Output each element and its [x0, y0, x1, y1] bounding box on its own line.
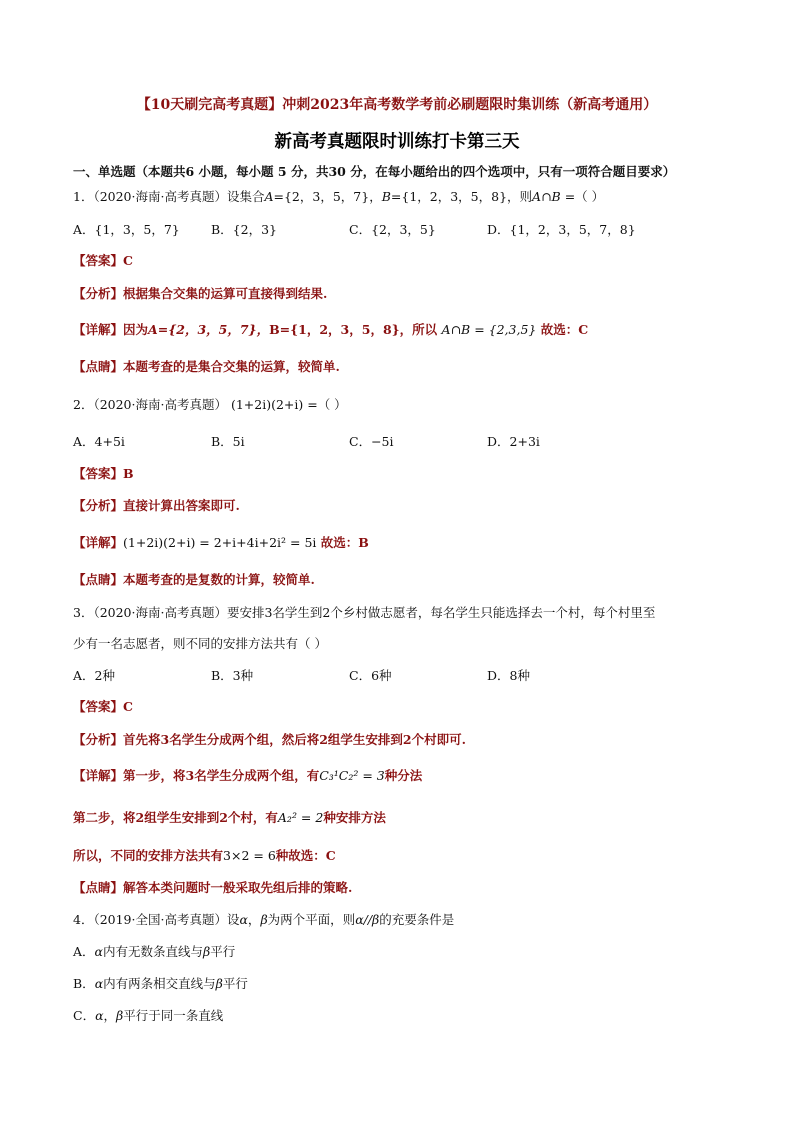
q3-stem-line1: 3．（2020·海南·高考真题）要安排3名学生到2个乡村做志愿者，每名学生只能选择去一个村，每个村里至 [73, 605, 656, 620]
q2-option-d: D．2+3i [487, 434, 540, 449]
q3-analysis: 【分析】首先将3名学生分成两个组，然后将2组学生安排到2个村即可. [73, 732, 466, 747]
q3-stem-line2: 少有一名志愿者，则不同的安排方法共有（ ） [73, 636, 327, 651]
q1-answer: 【答案】C [73, 253, 133, 268]
q3-option-a: A．2种 [73, 668, 115, 683]
q1-option-c: C．{2，3，5} [349, 222, 436, 237]
q3-option-d: D．8种 [487, 668, 530, 683]
q2-option-c: C．−5i [349, 434, 394, 449]
q1-comment: 【点睛】本题考查的是集合交集的运算，较简单. [73, 359, 340, 374]
q3-comment: 【点睛】解答本类问题时一般采取先组后排的策略. [73, 880, 353, 895]
q1-detail: 【详解】因为A={2，3，5，7}，B={1，2，3，5，8}，所以 A∩B = {2,3,5} 故选：C [73, 322, 589, 337]
q3-detail-step1: 【详解】第一步，将3名学生分成两个组，有C₃¹C₂² = 3种分法 [73, 768, 423, 783]
q3-detail-step3: 所以，不同的安排方法共有3×2 = 6种故选：C [73, 848, 336, 863]
q2-stem: 2．（2020·海南·高考真题） (1+2i)(2+i) =（ ） [73, 397, 347, 412]
q4-option-a: A．α内有无数条直线与β平行 [73, 944, 236, 959]
q1-stem: 1．（2020·海南·高考真题）设集合A={2，3，5，7}，B={1，2，3，5，8}，则A∩B =（ ） [73, 189, 605, 204]
q2-answer: 【答案】B [73, 466, 134, 481]
q3-answer: 【答案】C [73, 699, 133, 714]
q3-option-b: B．3种 [211, 668, 254, 683]
q1-option-b: B．{2，3} [211, 222, 277, 237]
q2-option-b: B．5i [211, 434, 245, 449]
q4-stem: 4．（2019·全国·高考真题）设α，β为两个平面，则α//β的充要条件是 [73, 912, 455, 927]
q1-option-a: A．{1，3，5，7} [73, 222, 180, 237]
q4-option-c: C．α，β平行于同一条直线 [73, 1008, 224, 1023]
section-heading: 一、单选题（本题共6 小题，每小题 5 分，共30 分，在每小题给出的四个选项中，只有一项符合题目要求） [73, 164, 676, 179]
q3-detail-step2: 第二步，将2组学生安排到2个村，有A₂² = 2种安排方法 [73, 810, 386, 825]
q4-option-b: B．α内有两条相交直线与β平行 [73, 976, 248, 991]
q1-analysis: 【分析】根据集合交集的运算可直接得到结果. [73, 286, 328, 301]
q2-analysis: 【分析】直接计算出答案即可. [73, 498, 240, 513]
q3-option-c: C．6种 [349, 668, 392, 683]
page-title: 新高考真题限时训练打卡第三天 [274, 132, 520, 152]
document-header: 【10天刷完高考真题】冲刺2023年高考数学考前必刷题限时集训练（新高考通用） [136, 97, 658, 113]
q2-option-a: A．4+5i [73, 434, 125, 449]
q1-option-d: D．{1，2，3，5，7，8} [487, 222, 636, 237]
q2-comment: 【点睛】本题考查的是复数的计算，较简单. [73, 572, 315, 587]
q2-detail: 【详解】(1+2i)(2+i) = 2+i+4i+2i² = 5i 故选：B [73, 535, 369, 550]
